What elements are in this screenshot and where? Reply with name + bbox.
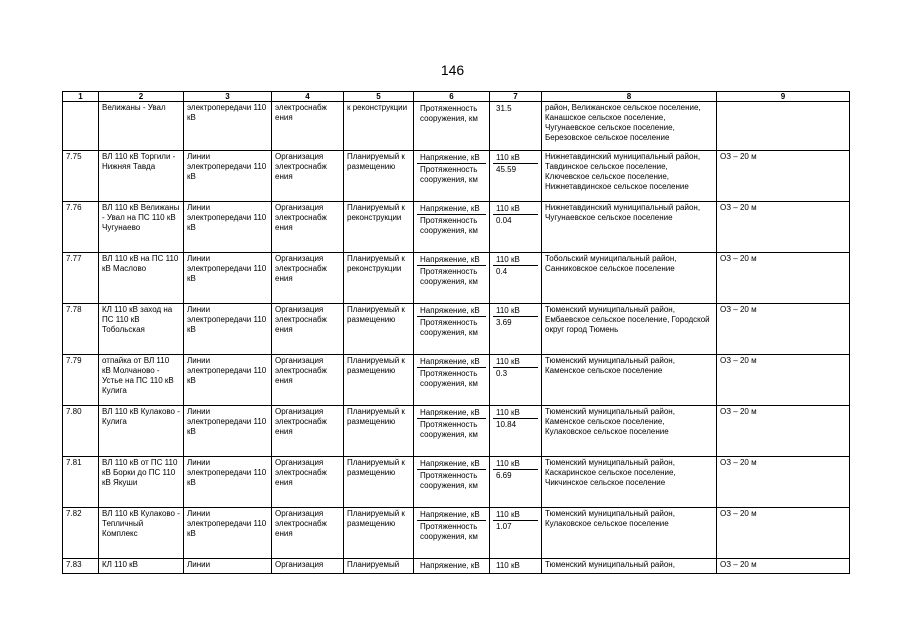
table-row	[63, 457, 850, 508]
row-number-cell: 7.80	[63, 406, 99, 457]
characteristic-name: Напряжение, кВ	[420, 459, 480, 468]
status-cell: Планируемый к реконструкции	[344, 202, 414, 253]
object-type-cell: Линии электропередачи 110 кВ	[184, 151, 272, 202]
table-row	[63, 102, 850, 151]
location-cell: Тюменский муниципальный район, Ембаевское сельское поселение, Городской округ город Тюмень	[542, 304, 717, 355]
characteristic-value: 3.69	[493, 316, 538, 329]
characteristic-value: 0.3	[493, 367, 538, 380]
characteristic-name: Напряжение, кВ	[420, 153, 480, 162]
table-row	[63, 253, 850, 304]
object-name-cell: ВЛ 110 кВ Велижаны - Увал на ПС 110 кВ Чугунаево	[99, 202, 184, 253]
location-cell: Нижнетавдинский муниципальный район, Чугунаевское сельское поселение	[542, 202, 717, 253]
characteristic-value: 110 кВ	[496, 357, 520, 366]
header-cell: 2	[99, 92, 184, 102]
header-cell: 9	[717, 92, 850, 102]
characteristics-cell	[414, 253, 490, 304]
row-number-cell: 7.82	[63, 508, 99, 559]
values-cell	[490, 304, 542, 355]
table-row	[63, 151, 850, 202]
purpose-cell: Организация электроснабж ения	[272, 304, 344, 355]
characteristic-value: 110 кВ	[496, 510, 520, 519]
table-row	[63, 355, 850, 406]
characteristic-name: Напряжение, кВ	[420, 255, 480, 264]
object-name-cell: КЛ 110 кВ	[99, 559, 184, 574]
characteristic-name: Протяженность сооружения, км	[420, 104, 478, 123]
object-name-cell: КЛ 110 кВ заход на ПС 110 кВ Тобольская	[99, 304, 184, 355]
characteristic-name: Напряжение, кВ	[420, 306, 480, 315]
characteristic-value: 110 кВ	[496, 408, 520, 417]
purpose-cell: Организация	[272, 559, 344, 574]
values-cell	[490, 457, 542, 508]
zone-cell: ОЗ – 20 м	[717, 457, 850, 508]
characteristics-cell	[414, 102, 490, 151]
status-cell: Планируемый к размещению	[344, 457, 414, 508]
status-cell: Планируемый к размещению	[344, 406, 414, 457]
object-name-cell: ВЛ 110 кВ на ПС 110 кВ Маслово	[99, 253, 184, 304]
object-type-cell: Линии электропередачи 110 кВ	[184, 457, 272, 508]
characteristic-name: Протяженность сооружения, км	[417, 214, 486, 237]
zone-cell	[717, 102, 850, 151]
location-cell: Тюменский муниципальный район, Каменское сельское поселение	[542, 355, 717, 406]
location-cell: Тюменский муниципальный район, Каскаринское сельское поселение, Чикчинское сельское поселение	[542, 457, 717, 508]
object-type-cell: электропередачи 110 кВ	[184, 102, 272, 151]
location-cell: Нижнетавдинский муниципальный район, Тавдинское сельское поселение, Ключевское сельское поселение, Нижнетавдинское сельское поселение	[542, 151, 717, 202]
values-cell	[490, 406, 542, 457]
characteristic-value: 0.04	[493, 214, 538, 227]
purpose-cell: Организация электроснабж ения	[272, 355, 344, 406]
location-cell: Тобольский муниципальный район, Санниковское сельское поселение	[542, 253, 717, 304]
characteristic-name: Протяженность сооружения, км	[417, 418, 486, 441]
characteristic-name: Протяженность сооружения, км	[417, 520, 486, 543]
values-cell	[490, 202, 542, 253]
status-cell: к реконструкции	[344, 102, 414, 151]
status-cell: Планируемый к реконструкции	[344, 253, 414, 304]
characteristic-value: 110 кВ	[496, 153, 520, 162]
object-name-cell: Велижаны - Увал	[99, 102, 184, 151]
table-row	[63, 508, 850, 559]
characteristic-value: 110 кВ	[496, 561, 520, 570]
location-cell: Тюменский муниципальный район,	[542, 559, 717, 574]
location-cell: район, Велижанское сельское поселение, Канашское сельское поселение, Чугунаевское сельское поселение, Березовское сельское поселение	[542, 102, 717, 151]
values-cell	[490, 102, 542, 151]
header-cell: 5	[344, 92, 414, 102]
header-cell: 7	[490, 92, 542, 102]
object-name-cell: ВЛ 110 кВ Кулаково - Тепличный Комплекс	[99, 508, 184, 559]
table-row	[63, 559, 850, 574]
values-cell	[490, 559, 542, 574]
characteristic-name: Протяженность сооружения, км	[417, 163, 486, 186]
values-cell	[490, 508, 542, 559]
zone-cell: ОЗ – 20 м	[717, 253, 850, 304]
characteristics-cell	[414, 457, 490, 508]
characteristics-cell	[414, 202, 490, 253]
values-cell	[490, 253, 542, 304]
characteristic-name: Напряжение, кВ	[420, 204, 480, 213]
values-cell	[490, 355, 542, 406]
zone-cell: ОЗ – 20 м	[717, 559, 850, 574]
values-cell	[490, 151, 542, 202]
object-name-cell: отпайка от ВЛ 110 кВ Молчаново - Устье на ПС 110 кВ Кулига	[99, 355, 184, 406]
characteristic-name: Протяженность сооружения, км	[417, 367, 486, 390]
zone-cell: ОЗ – 20 м	[717, 508, 850, 559]
row-number-cell: 7.83	[63, 559, 99, 574]
object-type-cell: Линии электропередачи 110 кВ	[184, 253, 272, 304]
object-type-cell: Линии	[184, 559, 272, 574]
zone-cell: ОЗ – 20 м	[717, 406, 850, 457]
characteristic-value: 110 кВ	[496, 459, 520, 468]
status-cell: Планируемый к размещению	[344, 151, 414, 202]
characteristic-name: Протяженность сооружения, км	[417, 265, 486, 288]
power-lines-table	[62, 91, 850, 574]
characteristic-value: 31.5	[496, 104, 512, 113]
purpose-cell: Организация электроснабж ения	[272, 508, 344, 559]
zone-cell: ОЗ – 20 м	[717, 202, 850, 253]
characteristics-cell	[414, 406, 490, 457]
header-cell: 3	[184, 92, 272, 102]
characteristics-cell	[414, 508, 490, 559]
characteristic-name: Напряжение, кВ	[420, 408, 480, 417]
header-cell: 4	[272, 92, 344, 102]
header-cell: 1	[63, 92, 99, 102]
object-type-cell: Линии электропередачи 110 кВ	[184, 202, 272, 253]
characteristics-cell	[414, 304, 490, 355]
zone-cell: ОЗ – 20 м	[717, 304, 850, 355]
location-cell: Тюменский муниципальный район, Кулаковское сельское поселение	[542, 508, 717, 559]
characteristic-name: Напряжение, кВ	[420, 561, 480, 570]
characteristic-name: Протяженность сооружения, км	[417, 316, 486, 339]
table-row	[63, 202, 850, 253]
object-type-cell: Линии электропередачи 110 кВ	[184, 304, 272, 355]
table-row	[63, 406, 850, 457]
header-cell: 6	[414, 92, 490, 102]
characteristic-value: 110 кВ	[496, 204, 520, 213]
status-cell: Планируемый к размещению	[344, 304, 414, 355]
object-name-cell: ВЛ 110 кВ от ПС 110 кВ Борки до ПС 110 кВ Якуши	[99, 457, 184, 508]
purpose-cell: Организация электроснабж ения	[272, 202, 344, 253]
purpose-cell: Организация электроснабж ения	[272, 457, 344, 508]
page-number: 146	[440, 62, 465, 78]
location-cell: Тюменский муниципальный район, Каменское сельское поселение, Кулаковское сельское поселение	[542, 406, 717, 457]
row-number-cell: 7.76	[63, 202, 99, 253]
characteristic-name: Напряжение, кВ	[420, 357, 480, 366]
row-number-cell: 7.77	[63, 253, 99, 304]
characteristics-cell	[414, 559, 490, 574]
purpose-cell: Организация электроснабж ения	[272, 406, 344, 457]
characteristic-name: Напряжение, кВ	[420, 510, 480, 519]
status-cell: Планируемый к размещению	[344, 508, 414, 559]
header-cell: 8	[542, 92, 717, 102]
characteristic-value: 45.59	[493, 163, 538, 176]
row-number-cell	[63, 102, 99, 151]
characteristic-name: Протяженность сооружения, км	[417, 469, 486, 492]
characteristics-cell	[414, 151, 490, 202]
zone-cell: ОЗ – 20 м	[717, 151, 850, 202]
row-number-cell: 7.75	[63, 151, 99, 202]
purpose-cell: Организация электроснабж ения	[272, 151, 344, 202]
zone-cell: ОЗ – 20 м	[717, 355, 850, 406]
characteristic-value: 110 кВ	[496, 255, 520, 264]
characteristic-value: 110 кВ	[496, 306, 520, 315]
characteristic-value: 10.84	[493, 418, 538, 431]
object-type-cell: Линии электропередачи 110 кВ	[184, 355, 272, 406]
characteristic-value: 1.07	[493, 520, 538, 533]
header-row	[63, 92, 850, 102]
row-number-cell: 7.78	[63, 304, 99, 355]
object-name-cell: ВЛ 110 кВ Кулаково - Кулига	[99, 406, 184, 457]
characteristic-value: 6.69	[493, 469, 538, 482]
row-number-cell: 7.81	[63, 457, 99, 508]
object-name-cell: ВЛ 110 кВ Торгили - Нижняя Тавда	[99, 151, 184, 202]
characteristics-cell	[414, 355, 490, 406]
object-type-cell: Линии электропередачи 110 кВ	[184, 508, 272, 559]
status-cell: Планируемый	[344, 559, 414, 574]
table-row	[63, 304, 850, 355]
object-type-cell: Линии электропередачи 110 кВ	[184, 406, 272, 457]
purpose-cell: Организация электроснабж ения	[272, 253, 344, 304]
row-number-cell: 7.79	[63, 355, 99, 406]
purpose-cell: электроснабж ения	[272, 102, 344, 151]
characteristic-value: 0.4	[493, 265, 538, 278]
status-cell: Планируемый к размещению	[344, 355, 414, 406]
